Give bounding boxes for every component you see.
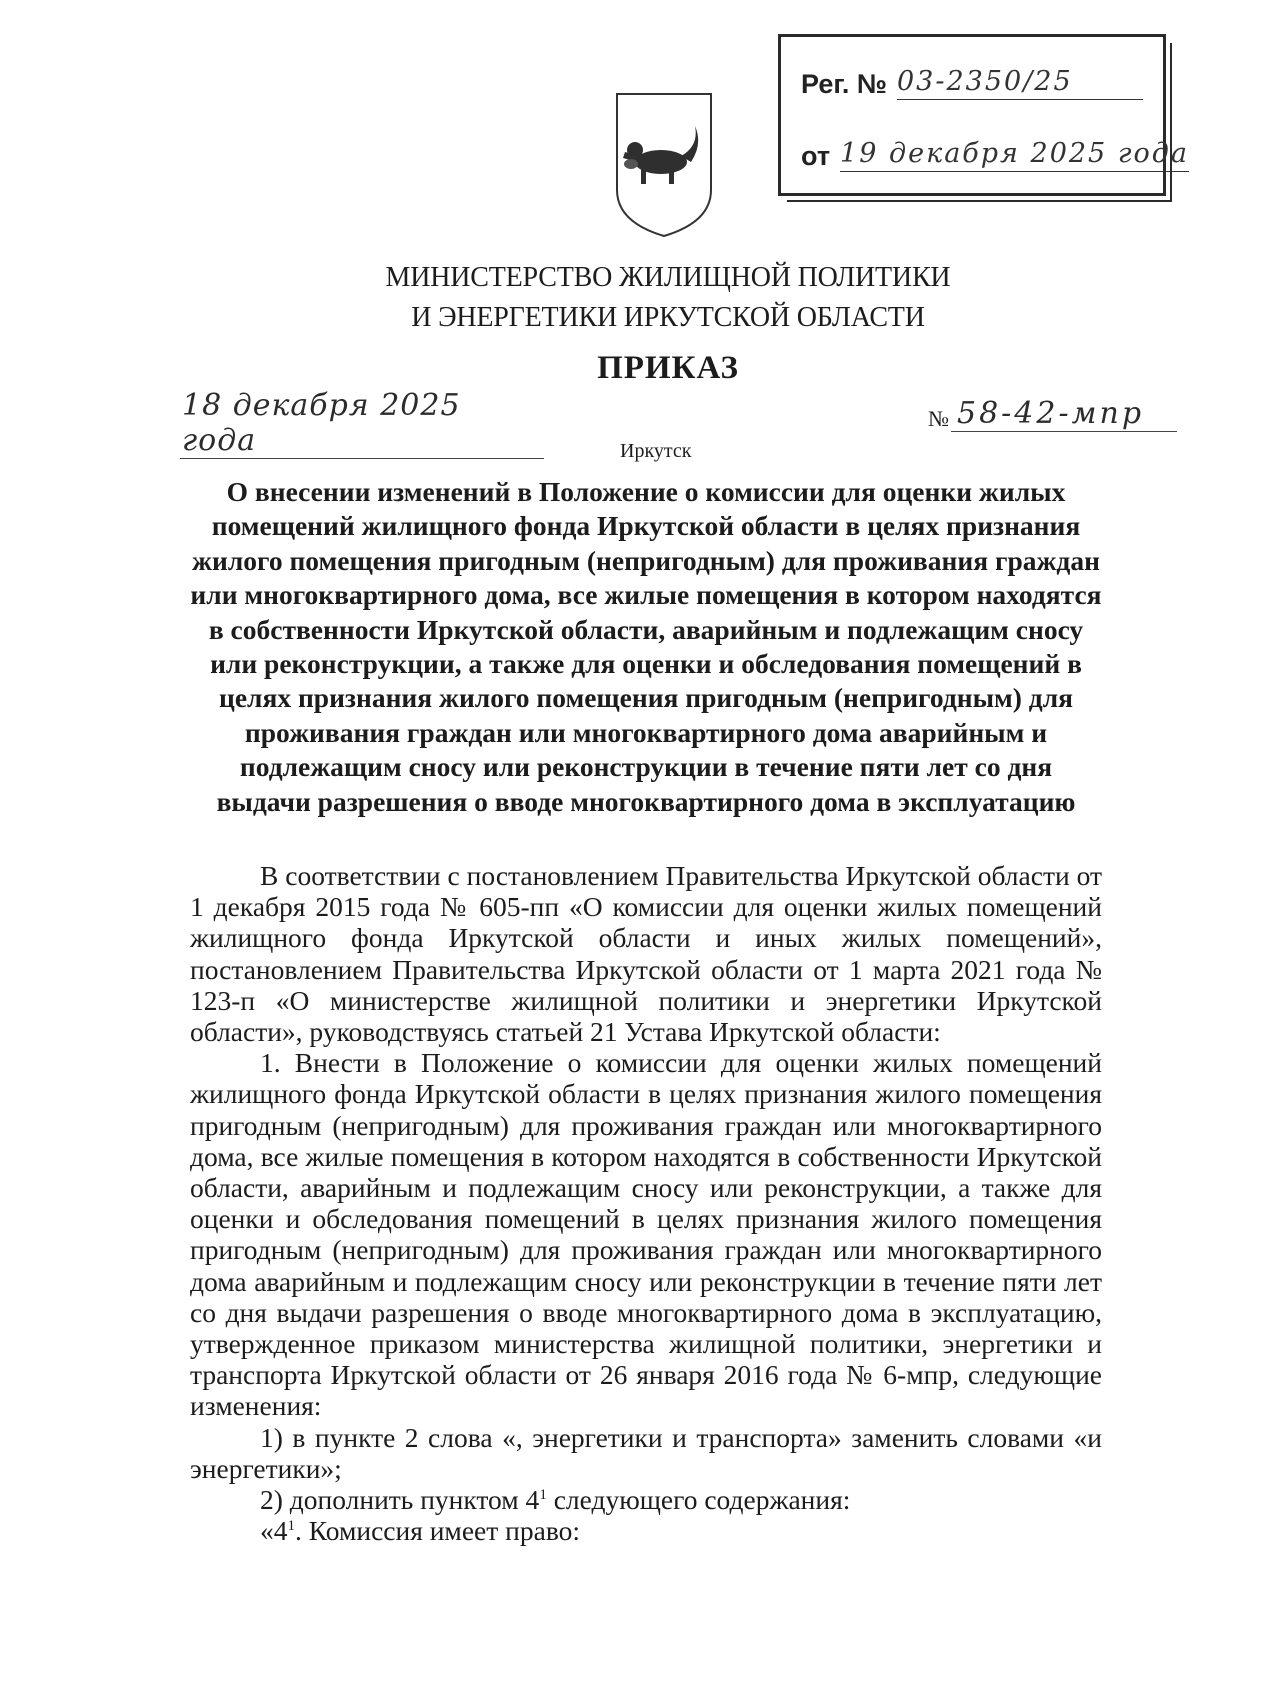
- number-sign: №: [928, 406, 949, 431]
- handwritten-date: 18 декабря 2025 года: [180, 388, 544, 459]
- sub-item-1-paragraph: 1) в пункте 2 слова «, энергетики и транспорта» заменить словами «и энергетики»;: [190, 1421, 1102, 1484]
- order-number: [928, 396, 1177, 432]
- reg-date-line: [801, 137, 1189, 172]
- city: Иркутск: [620, 440, 692, 462]
- handwritten-number: 58-42-мпр: [951, 396, 1177, 432]
- quote-text: «4: [260, 1515, 288, 1547]
- sub-item-2-text-end: следующего содержания:: [546, 1484, 851, 1516]
- item-1-paragraph: 1. Внести в Положение о комиссии для оценки жилых помещений жилищного фонда Иркутской области в целях признания жилого помещения пригодным (непригодным) для проживания граждан или многоквартирного дома, все жилые помещения в котором находятся в собственности Иркутской области, аварийным и подлежащим сносу или реконструкции, а также для оценки и обследования помещений в целях признания жилого помещения пригодным (непригодным) для проживания граждан или многоквартирного дома аварийным и подлежащим сносу или реконструкции в течение пяти лет со дня выдачи разрешения о вводе многоквартирного дома в эксплуатацию, утвержденное приказом министерства жилищной политики, энергетики и транспорта Иркутской области от 26 января 2016 года № 6-мпр, следующие изменения:: [190, 1047, 1102, 1422]
- order-title: О внесении изменений в Положение о комиссии для оценки жилых помещений жилищного фонда Иркутской области в целях признания жилого помещения пригодным (непригодным) для проживания граждан или многоквартирного дома, все жилые помещения в котором находятся в собственности Иркутской области, аварийным и подлежащим сносу или реконструкции, а также для оценки и обследования помещений в целях признания жилого помещения пригодным (непригодным) для проживания граждан или многоквартирного дома аварийным и подлежащим сносу или реконструкции в течение пяти лет со дня выдачи разрешения о вводе многоквартирного дома в эксплуатацию: [190, 476, 1102, 817]
- reg-date-value: 19 декабря 2025 года: [840, 137, 1189, 172]
- coat-of-arms-icon: [611, 90, 717, 240]
- sub-item-2-superscript: 1: [539, 1486, 547, 1503]
- registration-stamp: [778, 34, 1189, 196]
- reg-number-value: 03-2350/25: [897, 65, 1143, 100]
- ministry-name-line2: И ЭНЕРГЕТИКИ ИРКУТСКОЙ ОБЛАСТИ: [411, 302, 925, 333]
- document-type: ПРИКАЗ: [597, 350, 739, 386]
- quote-text-end: . Комиссия имеет право:: [295, 1515, 581, 1547]
- reg-number-label: Рег. №: [801, 69, 887, 99]
- ministry-name-line1: МИНИСТЕРСТВО ЖИЛИЩНОЙ ПОЛИТИКИ: [385, 262, 951, 293]
- quote-superscript: 1: [287, 1518, 295, 1535]
- order-body: [190, 860, 1102, 1546]
- quote-paragraph: [190, 1515, 1102, 1546]
- sub-item-2-text: 2) дополнить пунктом 4: [260, 1484, 540, 1516]
- reg-number-line: [801, 65, 1143, 100]
- reg-date-label: от: [801, 141, 831, 171]
- preamble-paragraph: В соответствии с постановлением Правительства Иркутской области от 1 декабря 2015 года № 605-пп «О комиссии для оценки жилых помещений жилищного фонда Иркутской области и иных жилых помещений», постановлением Правительства Иркутской области от 1 марта 2021 года № 123-п «О министерстве жилищной политики и энергетики Иркутской области», руководствуясь статьей 21 Устава Иркутской области:: [190, 860, 1102, 1048]
- sub-item-2-paragraph: [190, 1484, 1102, 1515]
